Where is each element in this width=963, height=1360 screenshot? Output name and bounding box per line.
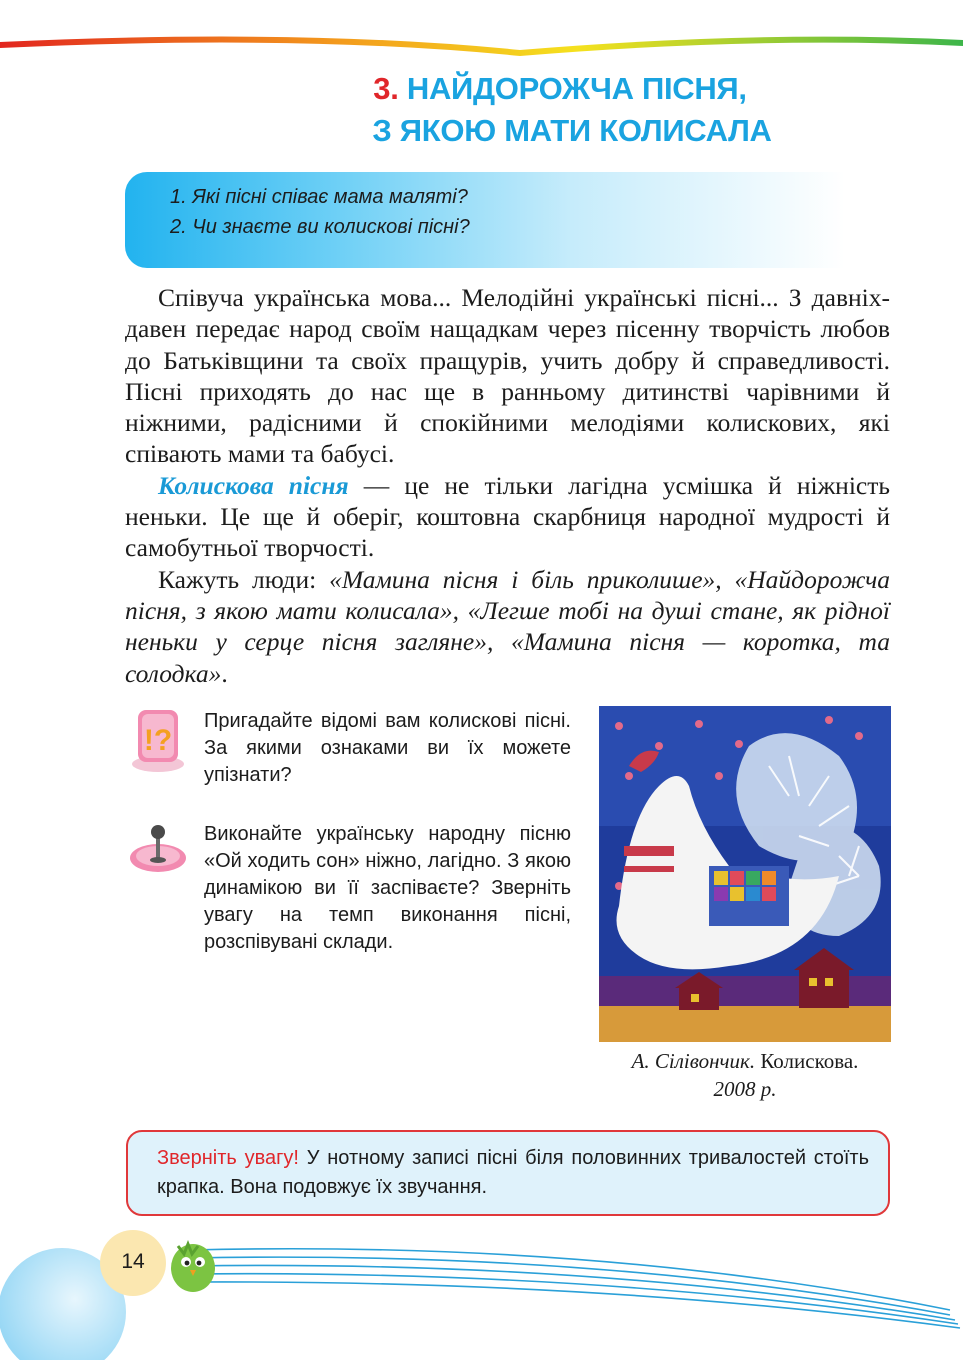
page-number: 14	[100, 1230, 166, 1296]
paragraph-2-rest: — це не тільки лагідна усмішка й ніжність неньки. Це ще й оберіг, коштовна скарбниця народної мудрості й самобутньої творчості.	[125, 470, 891, 563]
term-lullaby: Колискова пісня	[158, 470, 349, 500]
task-1-text: Пригадайте відомі вам колискові пісні. За якими ознаками ви їх можете упізнати?	[204, 710, 571, 786]
question-icon	[128, 704, 188, 776]
questions-box	[125, 172, 845, 268]
title-text-1: НАЙДОРОЖЧА ПІСНЯ,	[406, 71, 747, 106]
attention-note	[126, 1130, 890, 1216]
title-line-1	[280, 68, 840, 110]
proverbs: «Мамина пісня і біль приколише», «Найдорожча пісня, з якою мати колисала», «Легше тобі на душі стане, як рідної неньки у серце пісня загляне», «Мамина пісня — коротка, та солодка»	[125, 564, 890, 688]
paragraph-3-lead: Кажуть люди:	[158, 564, 330, 594]
note-body: У нотному записі пісні біля половинних тривалостей стоїть крапка. Вона подовжує їх звучання.	[157, 1147, 869, 1198]
bird-icon	[171, 1244, 215, 1292]
lesson-title	[280, 68, 840, 152]
top-rainbow-stripe	[0, 20, 963, 60]
painting-caption	[599, 1047, 891, 1103]
lullaby-painting	[599, 706, 891, 1042]
caption-line-1	[599, 1047, 891, 1075]
caption-year: 2008 р.	[713, 1077, 777, 1101]
task-2-text: Виконайте українську народну пісню «Ой ходить сон» ніжно, лагідно. З якою динамікою ви її заспіваєте? Зверніть увагу на темп виконання пісні, розспівувані склади.	[204, 823, 571, 953]
caption-title: Колискова.	[755, 1049, 859, 1073]
caption-author: А. Сілівончик.	[631, 1049, 756, 1073]
question-2: 2. Чи знаєте ви колискові пісні?	[170, 216, 470, 238]
note-text	[157, 1144, 869, 1202]
paragraph-3-end: .	[221, 658, 228, 688]
title-line-2: З ЯКОЮ МАТИ КОЛИСАЛА	[372, 113, 772, 148]
question-1: 1. Які пісні співає мама маляті?	[170, 186, 468, 208]
paragraph-3	[125, 564, 890, 689]
microphone-icon	[128, 822, 188, 878]
main-text	[125, 282, 890, 689]
note-label: Зверніть увагу!	[157, 1147, 299, 1169]
svg-text:!?: !?	[143, 724, 173, 757]
paragraph-1: Співуча українська мова... Мелодійні українські пісні... З давніх-давен передає народ своїм нащадкам через пісенну творчість любов до Батьківщини та своїх пращурів, учить добру й справедливості. Пісні приходять до нас ще в ранньому дитинстві чарівними й ніжними, радісними й спокійними мелодіями колискових, які співають мами та бабусі.	[125, 283, 890, 469]
paragraph-2	[125, 470, 890, 564]
lesson-number: 3.	[373, 71, 399, 106]
